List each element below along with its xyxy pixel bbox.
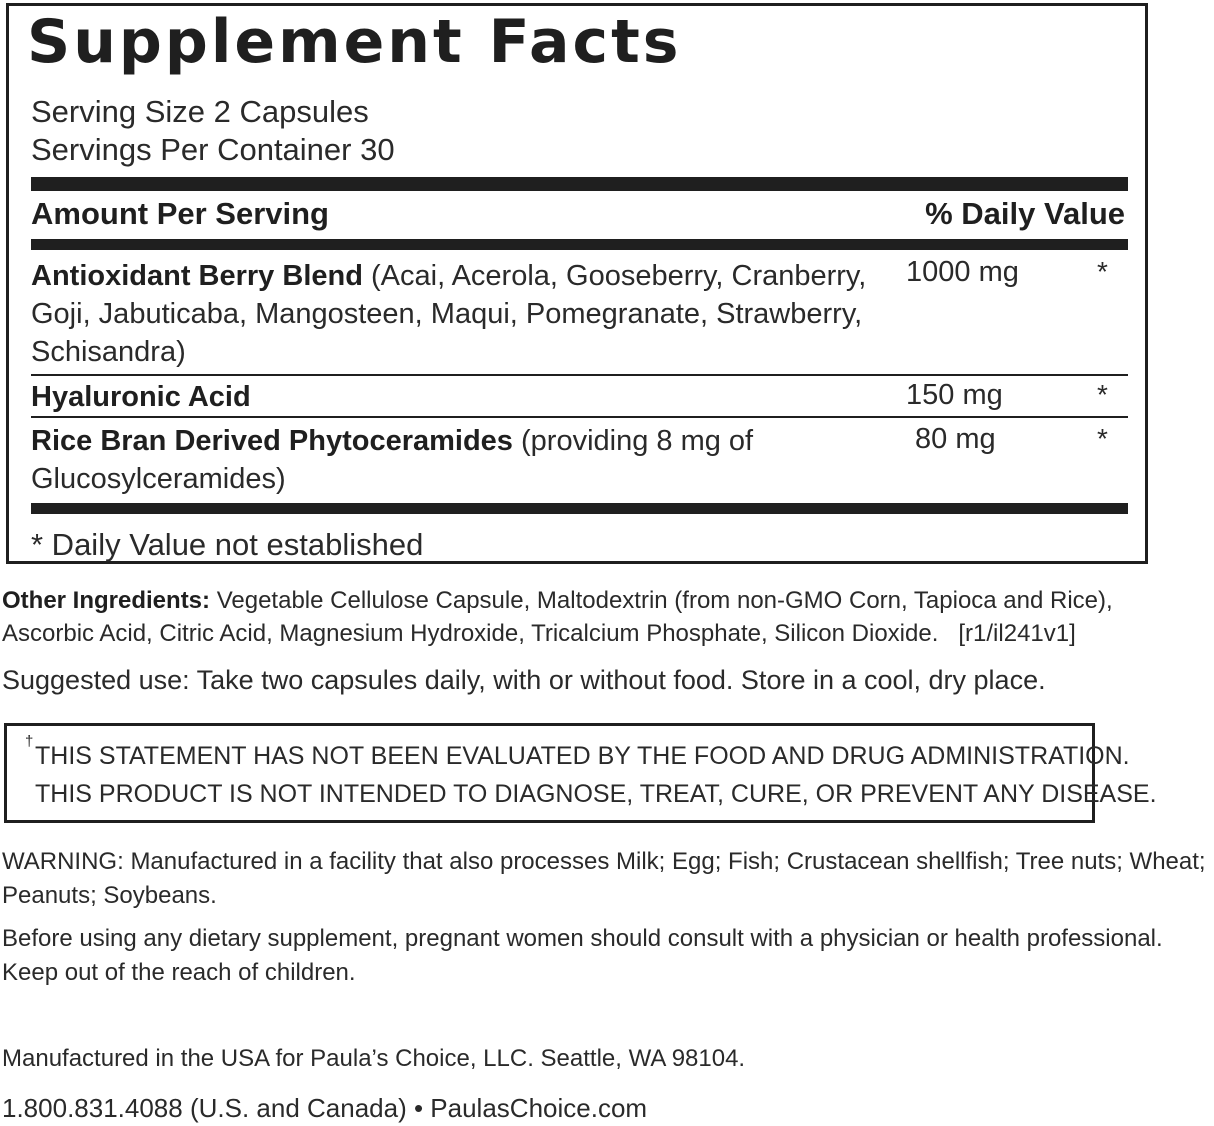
daily-value-header: % Daily Value (925, 196, 1125, 231)
contact-info: 1.800.831.4088 (U.S. and Canada) • PaulasChoice.com (2, 1093, 648, 1123)
ingredient-amount: 80 mg (915, 423, 996, 455)
other-ingredients-label: Other Ingredients: (2, 587, 211, 614)
other-ingredients (2, 584, 1207, 650)
ingredient-amount: 1000 mg (906, 256, 1019, 288)
disclaimer-text-1: THIS STATEMENT HAS NOT BEEN EVALUATED BY THE FOOD AND DRUG ADMINISTRATION. (35, 742, 1130, 770)
medium-divider (31, 239, 1128, 250)
medium-divider (31, 503, 1128, 514)
ingredient-detail: (providing 8 mg of Glucosylceramides) (31, 425, 754, 495)
thin-divider (31, 416, 1128, 418)
ingredient-name: Hyaluronic Acid (31, 381, 251, 413)
manufacturer-info: Manufactured in the USA for Paula’s Choice, LLC. Seattle, WA 98104. (2, 1045, 746, 1072)
other-ingredients-text: Vegetable Cellulose Capsule, Maltodextrin (from non-GMO Corn, Tapioca and Rice), Ascorbic Acid, Citric Acid, Magnesium Hydroxide, Tricalcium Phosphate, Silicon Dioxide. (2, 587, 1113, 647)
allergen-warning: WARNING: Manufactured in a facility that also processes Milk; Egg; Fish; Crustacean shellfish; Tree nuts; Wheat; Peanuts; Soybeans. (2, 848, 1206, 909)
disclaimer-line-1 (25, 733, 1130, 774)
ingredient-name: Rice Bran Derived Phytoceramides (31, 425, 513, 457)
ingredient-row (31, 378, 891, 416)
ingredient-name: Antioxidant Berry Blend (31, 260, 363, 292)
disclaimer-line-2: THIS PRODUCT IS NOT INTENDED TO DIAGNOSE, TREAT, CURE, OR PREVENT ANY DISEASE. (35, 780, 1157, 808)
ingredient-amount: 150 mg (906, 379, 1003, 411)
ingredient-dv: * (1097, 256, 1108, 287)
facts-title: Supplement Facts (27, 7, 682, 77)
serving-size: Serving Size 2 Capsules (31, 94, 369, 129)
thick-divider (31, 177, 1128, 191)
amount-per-serving-header: Amount Per Serving (31, 196, 329, 231)
safety-advice: Before using any dietary supplement, pregnant women should consult with a physician or health professional. Keep out of the reach of children. (2, 925, 1163, 986)
ingredient-row (31, 422, 771, 498)
ingredient-dv: * (1097, 379, 1108, 410)
ingredient-row (31, 257, 891, 371)
ingredient-detail: (Acai, Acerola, Gooseberry, Cranberry, Goji, Jabuticaba, Mangosteen, Maqui, Pomegranate, Strawberry, Schisandra) (31, 260, 867, 368)
dagger-mark: † (25, 733, 34, 750)
fda-disclaimer-box (4, 723, 1157, 823)
reference-code: [r1/il241v1] (958, 620, 1076, 647)
daily-value-footnote: * Daily Value not established (31, 527, 424, 562)
suggested-use: Suggested use: Take two capsules daily, with or without food. Store in a cool, dry place. (2, 665, 1046, 695)
supplement-facts-panel (6, 3, 1148, 564)
servings-per-container: Servings Per Container 30 (31, 132, 395, 167)
ingredient-dv: * (1097, 423, 1108, 454)
